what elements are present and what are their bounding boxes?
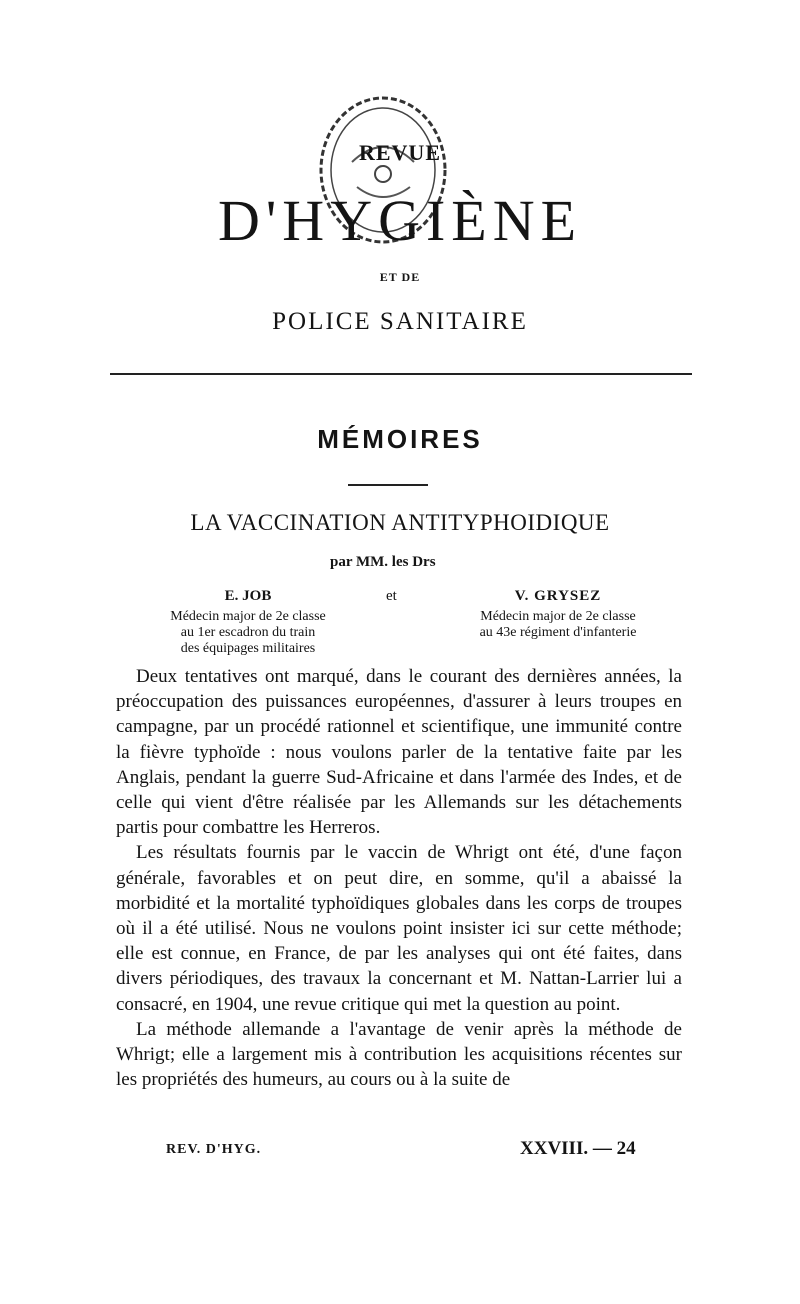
paragraph: La méthode allemande a l'avantage de venir après la méthode de Whrigt; elle a largement mis à contribution les acquisitions récentes sur les propriétés des humeurs, au cours ou à la suite de [116, 1018, 682, 1091]
journal-title-revue: REVUE [358, 140, 441, 165]
section-divider [348, 484, 428, 486]
article-body [116, 664, 682, 1092]
author-2 [448, 588, 668, 641]
author-1-line: des équipages militaires [180, 641, 316, 656]
footer-page-number: XXVIII. — 24 [520, 1138, 636, 1159]
footer-journal: REV. D'HYG. [166, 1142, 262, 1157]
journal-title-police: POLICE SANITAIRE [272, 308, 528, 335]
author-1-line: Médecin major de 2e classe [170, 609, 326, 624]
paragraph: Deux tentatives ont marqué, dans le courant des dernières années, la préoccupation des puissances européennes, d'assurer à leurs troupes en campagne, par un procédé rationnel et scientifique, une immunité contre la fièvre typhoïde : nous voulons parler de la tentative faite par les Anglais, pendant la guerre Sud-Africaine et dans l'armée des Indes, et de celle qui vient d'être réalisée par les Allemands sur les détachements partis pour combattre les Herreros. [116, 666, 682, 839]
journal-title-hygiene: D'HYGIÈNE [217, 188, 583, 253]
author-conjunction: et [386, 588, 397, 604]
section-title: MÉMOIRES [317, 424, 483, 454]
author-2-line: Médecin major de 2e classe [480, 609, 636, 624]
paragraph: Les résultats fournis par le vaccin de Whrigt ont été, d'une façon générale, favorables et on peut dire, en somme, qu'il a abaissé la morbidité et la mortalité typhoïdiques globales dans les corps de troupes où il a été utilisé. Nous ne voulons point insister ici sur cette méthode; elle est connue, en France, de par les analyses qui ont été faites, dans divers périodiques, des travaux la concernant et M. Nattan-Larrier lui a consacré, en 1904, une revue critique qui met la question au point. [116, 842, 682, 1015]
author-2-line: au 43e régiment d'infanterie [479, 625, 637, 640]
journal-title-et-de: ET DE [379, 270, 421, 284]
author-1 [128, 588, 368, 657]
article-byline: par MM. les Drs [330, 554, 436, 570]
author-1-name: E. JOB [224, 588, 272, 604]
article-title: LA VACCINATION ANTITYPHOIDIQUE [190, 510, 610, 535]
author-1-line: au 1er escadron du train [180, 625, 316, 640]
author-2-name: V. GRYSEZ [514, 588, 602, 604]
header-divider [110, 373, 692, 375]
